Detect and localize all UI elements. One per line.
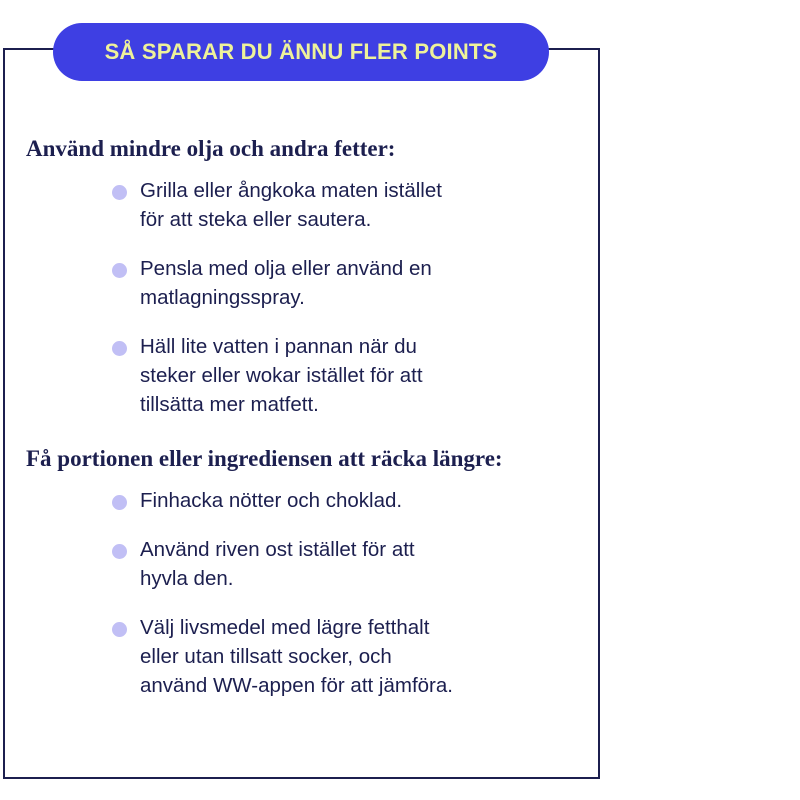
section-heading: Få portionen eller ingrediensen att räcka längre: <box>26 446 503 471</box>
list-item-line: Pensla med olja eller använd en <box>140 257 432 280</box>
list-item-line: matlagningsspray. <box>140 286 305 309</box>
bullet-dot-icon <box>112 495 127 510</box>
list-item <box>112 535 560 593</box>
list-item <box>112 176 560 234</box>
list-item <box>112 486 560 515</box>
section-oils <box>26 134 596 419</box>
list-item-line: använd WW-appen för att jämföra. <box>140 674 453 697</box>
list-item-line: Använd riven ost istället för att <box>140 538 415 561</box>
section-heading: Använd mindre olja och andra fetter: <box>26 136 396 161</box>
list-item-line: Välj livsmedel med lägre fetthalt <box>140 616 430 639</box>
list-item-line: Häll lite vatten i pannan när du <box>140 335 417 358</box>
list-item <box>112 254 560 312</box>
list-item <box>112 332 560 419</box>
bullet-list <box>112 176 596 419</box>
bullet-dot-icon <box>112 263 127 278</box>
bullet-dot-icon <box>112 544 127 559</box>
list-item-line: steker eller wokar istället för att <box>140 364 423 387</box>
bullet-list <box>112 486 596 700</box>
bullet-dot-icon <box>112 341 127 356</box>
list-item-line: för att steka eller sautera. <box>140 208 372 231</box>
list-item-line: hyvla den. <box>140 567 234 590</box>
list-item-line: eller utan tillsatt socker, och <box>140 645 392 668</box>
bullet-dot-icon <box>112 622 127 637</box>
list-item-line: tillsätta mer matfett. <box>140 393 319 416</box>
banner-title: SÅ SPARAR DU ÄNNU FLER POINTS <box>104 39 498 64</box>
section-portions <box>26 444 596 700</box>
list-item-line: Grilla eller ångkoka maten istället <box>140 179 442 202</box>
bullet-dot-icon <box>112 185 127 200</box>
list-item <box>112 613 560 700</box>
tips-banner <box>53 23 549 81</box>
list-item-line: Finhacka nötter och choklad. <box>140 489 403 512</box>
